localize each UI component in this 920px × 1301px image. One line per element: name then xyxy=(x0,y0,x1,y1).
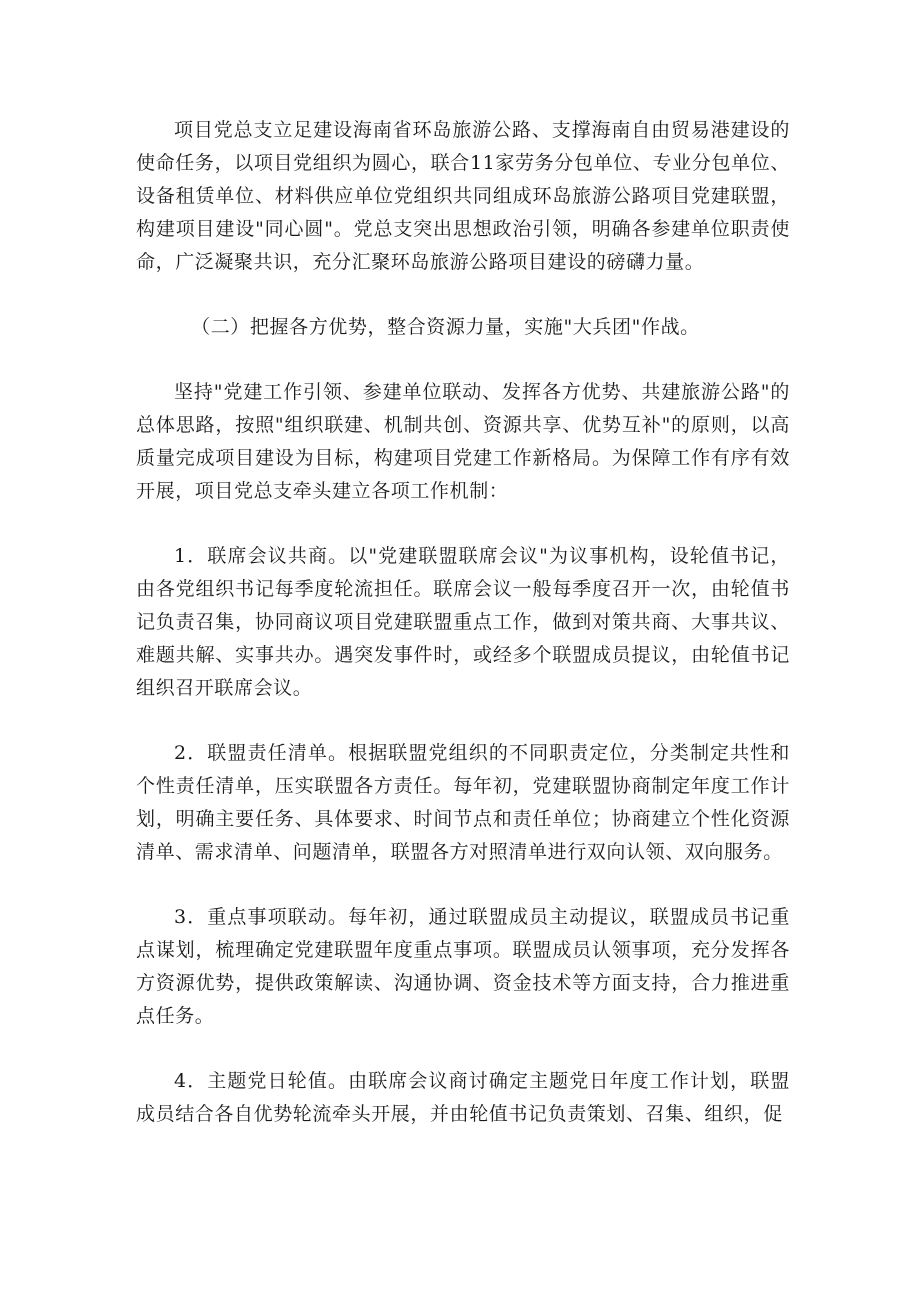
paragraph-principle: 坚持"党建工作引领、参建单位联动、发挥各方优势、共建旅游公路"的总体思路，按照"组织联建、机制共创、资源共享、优势互补"的原则，以高质量完成项目建设为目标，构建项目党建工作新格局。为保障工作有序有效开展，项目党总支牵头建立各项工作机制： xyxy=(136,381,790,502)
list-item-4: 4．主题党日轮值。由联席会议商讨确定主题党日年度工作计划，联盟成员结合各自优势轮流牵头开展，并由轮值书记负责策划、召集、组织，促 xyxy=(136,1070,790,1125)
list-item-3: 3．重点事项联动。每年初，通过联盟成员主动提议，联盟成员书记重点谋划，梳理确定党建联盟年度重点事项。联盟成员认领事项，充分发挥各方资源优势，提供政策解读、沟通协调、资金技术等方面支持，合力推进重点任务。 xyxy=(136,906,790,1027)
document-page xyxy=(136,114,790,1131)
list-item-1: 1．联席会议共商。以"党建联盟联席会议"为议事机构，设轮值书记，由各党组织书记每季度轮流担任。联席会议一般每季度召开一次，由轮值书记负责召集，协同商议项目党建联盟重点工作，做到对策共商、大事共议、难题共解、实事共办。遇突发事件时，或经多个联盟成员提议，由轮值书记组织召开联席会议。 xyxy=(136,545,790,699)
list-item-2: 2．联盟责任清单。根据联盟党组织的不同职责定位，分类制定共性和个性责任清单，压实联盟各方责任。每年初，党建联盟协商制定年度工作计划，明确主要任务、具体要求、时间节点和责任单位；协商建立个性化资源清单、需求清单、问题清单，联盟各方对照清单进行双向认领、双向服务。 xyxy=(136,742,790,863)
section-heading-2: （二）把握各方优势，整合资源力量，实施"大兵团"作战。 xyxy=(191,316,700,338)
paragraph-intro: 项目党总支立足建设海南省环岛旅游公路、支撑海南自由贸易港建设的使命任务，以项目党组织为圆心，联合11家劳务分包单位、专业分包单位、设备租赁单位、材料供应单位党组织共同组成环岛旅游公路项目党建联盟，构建项目建设"同心圆"。党总支突出思想政治引领，明确各参建单位职责使命，广泛凝聚共识，充分汇聚环岛旅游公路项目建设的磅礴力量。 xyxy=(136,119,790,273)
